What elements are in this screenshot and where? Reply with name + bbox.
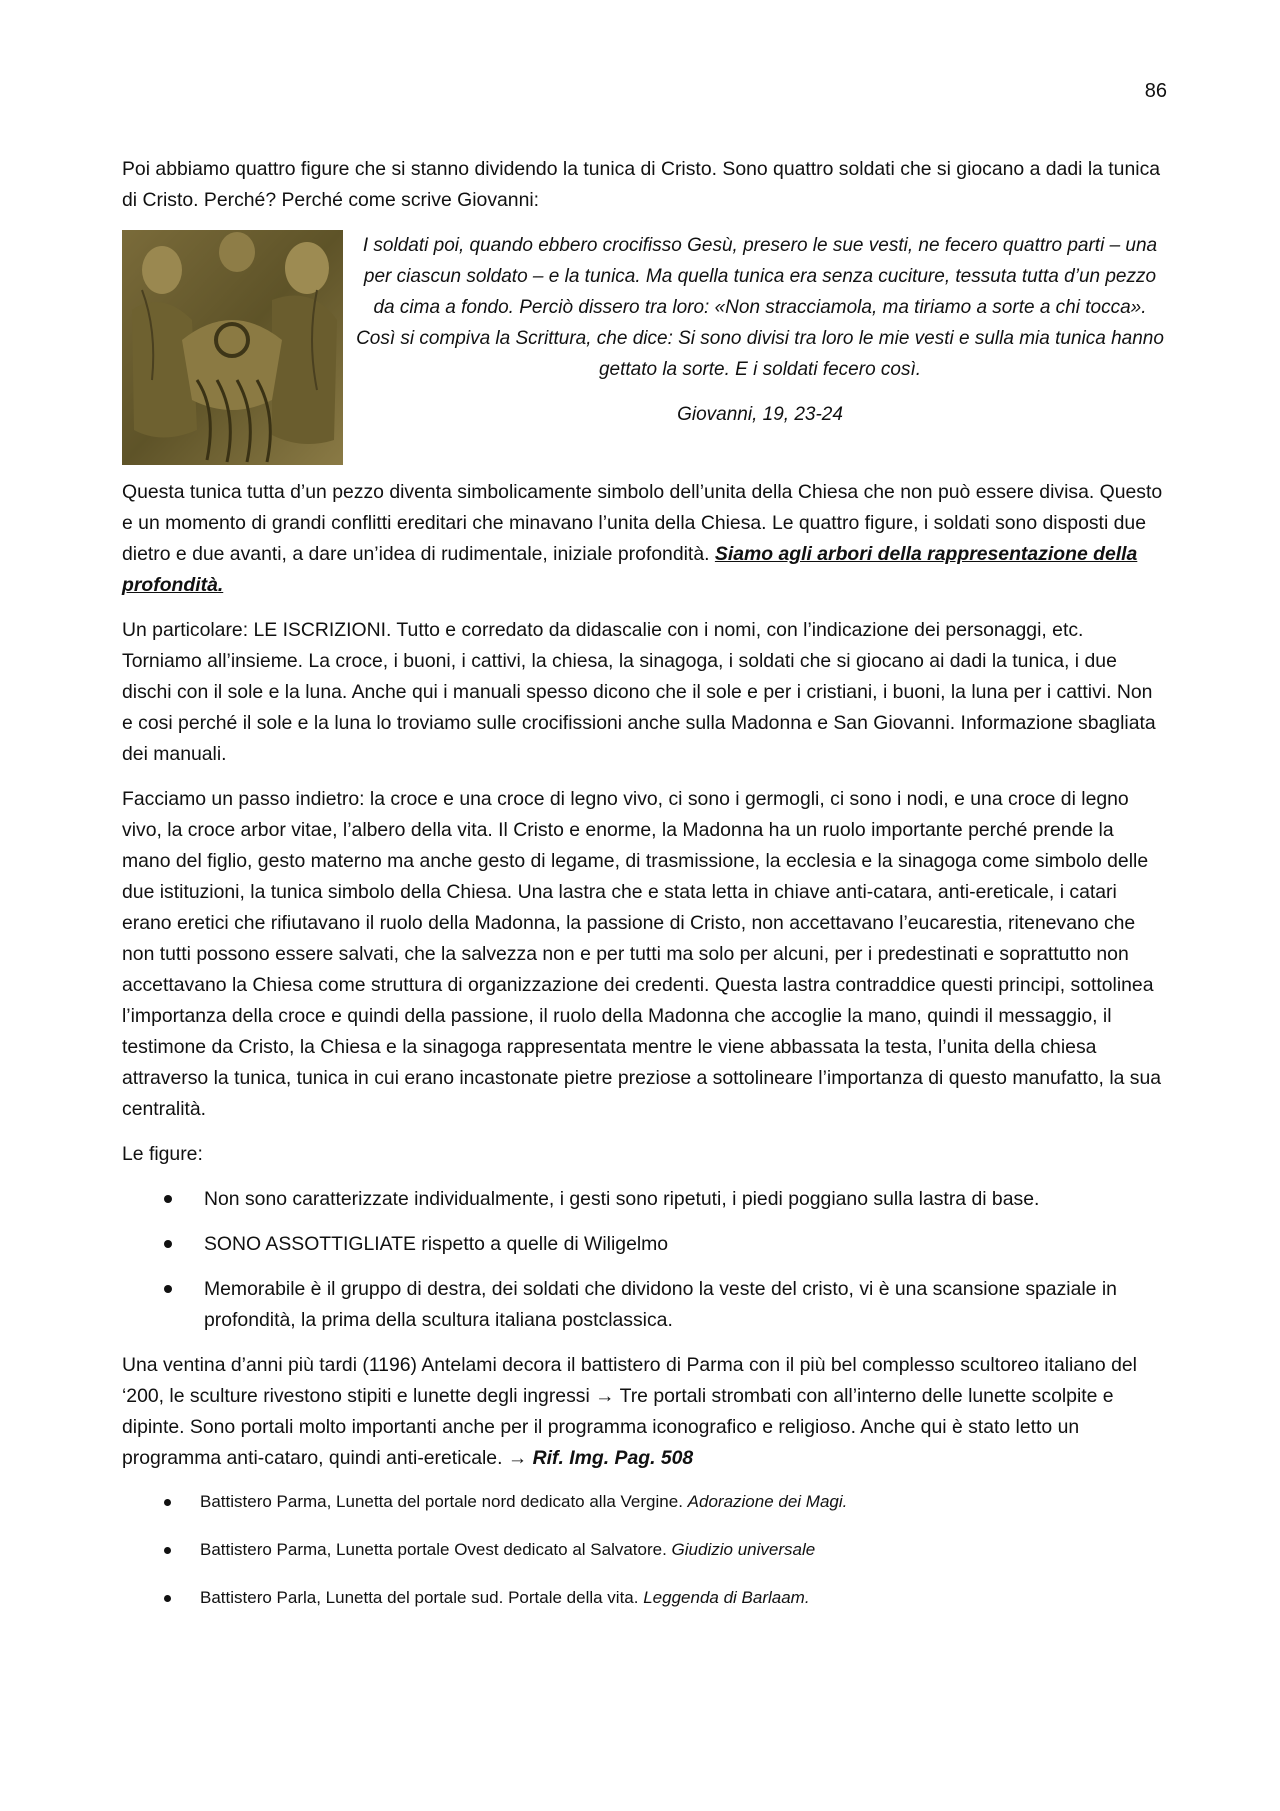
- bullet-icon: [164, 1499, 171, 1506]
- tunica-paragraph: [122, 477, 1167, 601]
- bullet-icon: [164, 1195, 172, 1203]
- list-item: Memorabile è il gruppo di destra, dei soldati che dividono la veste del cristo, vi è una scansione spaziale in profondità, la prima della scultura italiana postclassica.: [122, 1274, 1167, 1336]
- intro-paragraph: Poi abbiamo quattro figure che si stanno dividendo la tunica di Cristo. Sono quattro soldati che si giocano a dadi la tunica di Cristo. Perché? Perché come scrive Giovanni:: [122, 158, 1161, 211]
- lunette-list: [122, 1490, 1167, 1610]
- battistero-text: Una ventina d’anni più tardi (1196) Antelami decora il battistero di Parma con il più bel complesso scultoreo italiano del ‘200, le sculture rivestono stipiti e lunette degli ingressi → Tre portali strombati con all’interno delle lunette scolpite e dipinte. Sono portali molto importanti anche per il programma iconografico e religioso. Anche qui è stato letto un programma anti-cataro, quindi anti-ereticale.: [122, 1354, 1137, 1469]
- passo-paragraph: Facciamo un passo indietro: la croce e una croce di legno vivo, ci sono i germogli, ci sono i nodi, e una croce di legno vivo, la croce arbor vitae, l’albero della vita. Il Cristo e enorme, la Madonna ha un ruolo importante perché prende la mano del figlio, gesto materno ma anche gesto di legame, di trasmissione, la ecclesia e la sinagoga come simbolo delle due istituzioni, la tunica simbolo della Chiesa. Una lastra che e stata letta in chiave anti-catara, anti-ereticale, i catari erano eretici che rifiutavano il ruolo della Madonna, la passione di Cristo, non accettavano l’eucarestia, ritenevano che non tutti possono essere salvati, che la salvezza non e per tutti ma solo per alcuni, per i predestinati e soprattutto non accettavano la Chiesa come struttura di organizzazione dei credenti. Questa lastra contraddice questi principi, sottolinea l’importanza della croce e quindi della passione, il ruolo della Madonna che accoglie la mano, quindi il messaggio, il testimone da Cristo, la Chiesa e la sinagoga rappresentata mentre le viene abbassata la testa, l’unita della chiesa attraverso la tunica, tunica in cui erano incastonate pietre preziose a sottolineare l’importanza di questo manufatto, la sua centralità.: [122, 788, 1162, 1120]
- bible-quote: [353, 230, 1167, 465]
- bullet-icon: [164, 1595, 171, 1602]
- list-item: Battistero Parma, Lunetta portale Ovest dedicato al Salvatore. Giudizio universale: [122, 1538, 1167, 1562]
- battistero-paragraph: [122, 1350, 1167, 1474]
- iscrizioni-paragraph: Un particolare: LE ISCRIZIONI. Tutto e corredato da didascalie con i nomi, con l’indicazione dei personaggi, etc. Torniamo all’insieme. La croce, i buoni, i cattivi, la chiesa, la sinagoga, i soldati che si giocano ai dadi la tunica, i due dischi con il sole e la luna. Anche qui i manuali spesso dicono che il sole e per i cristiani, i buoni, la luna per i cattivi. Non e cosi perché il sole e la luna lo troviamo sulle crocifissioni anche sulla Madonna e San Giovanni. Informazione sbagliata dei manuali.: [122, 619, 1156, 765]
- figure-heading: Le figure:: [122, 1143, 203, 1165]
- page-number: 86: [1144, 80, 1167, 102]
- quote-text: I soldati poi, quando ebbero crocifisso Gesù, presero le sue vesti, ne fecero quattro parti – una per ciascun soldato – e la tunica. Ma quella tunica era senza cuciture, tessuta tutta d’un pezzo da cima a fondo. Perciò dissero tra loro: «Non stracciamola, ma tiriamo a sorte a chi tocca». Così si compiva la Scrittura, che dice: Si sono divisi tra loro le mie vesti e sulla mia tunica hanno gettato la sorte. E i soldati fecero così.: [356, 235, 1164, 380]
- relief-image: [122, 230, 343, 465]
- document-body: [122, 154, 1167, 1634]
- bullet-icon: [164, 1240, 172, 1248]
- image-reference: → Rif. Img. Pag. 508: [507, 1447, 694, 1469]
- bullet-icon: [164, 1285, 172, 1293]
- list-item: Battistero Parla, Lunetta del portale sud. Portale della vita. Leggenda di Barlaam.: [122, 1586, 1167, 1610]
- depth-emphasis: Siamo agli arbori della rappresentazione della profondità.: [122, 543, 1138, 596]
- figure-list: [122, 1184, 1167, 1336]
- list-item: Non sono caratterizzate individualmente, i gesti sono ripetuti, i piedi poggiano sulla lastra di base.: [122, 1184, 1167, 1215]
- bullet-icon: [164, 1547, 171, 1554]
- tunica-text: Questa tunica tutta d’un pezzo diventa simbolicamente simbolo dell’unita della Chiesa che non può essere divisa. Questo e un momento di grandi conflitti ereditari che minavano l’unita della Chiesa. Le quattro figure, i soldati sono disposti due dietro e due avanti, a dare un’idea di rudimentale, iniziale profondità.: [122, 481, 1163, 565]
- quote-block: [122, 230, 1167, 465]
- list-item: SONO ASSOTTIGLIATE rispetto a quelle di Wiligelmo: [122, 1229, 1167, 1260]
- quote-citation: Giovanni, 19, 23-24: [677, 404, 843, 425]
- list-item: Battistero Parma, Lunetta del portale nord dedicato alla Vergine. Adorazione dei Magi.: [122, 1490, 1167, 1514]
